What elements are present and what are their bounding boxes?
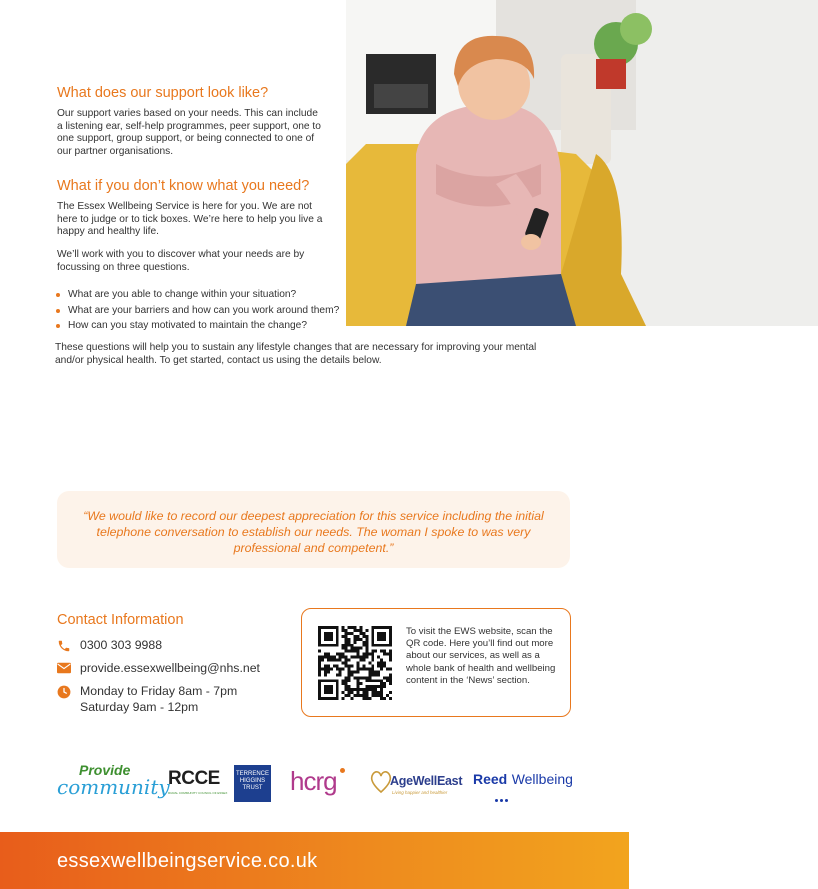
contact-email[interactable]: provide.essexwellbeing@nhs.net [80, 661, 260, 675]
unknown-body-1: The Essex Wellbeing Service is here for you. We are not here to judge or to tick boxes. We’re here to help you live a happy and healthy life. [57, 201, 323, 238]
questions-list [55, 287, 339, 334]
phone-icon [57, 639, 71, 653]
woman-on-phone-illustration [346, 0, 818, 326]
contact-hours-weekday: Monday to Friday 8am - 7pm [80, 684, 238, 698]
list-item: What are your barriers and how can you work around them? [55, 303, 339, 319]
reed-dots-icon [495, 789, 508, 807]
rcce-logo: RCCE RURAL COMMUNITY COUNCIL OF ESSEX [168, 768, 228, 795]
bullet-icon [56, 293, 60, 297]
reed-wellbeing-logo: Reed Wellbeing [473, 771, 573, 801]
contact-heading: Contact Information [57, 612, 184, 628]
list-item: What are you able to change within your situation? [55, 287, 339, 303]
agewell-east-logo: AgeWellEast Living happier and healthier [370, 766, 460, 802]
hero-photo [346, 0, 818, 326]
qr-info-box [301, 608, 571, 717]
heart-figure-icon [370, 768, 392, 794]
footer-banner [0, 832, 629, 889]
website-link[interactable]: essexwellbeingservice.co.uk [57, 850, 318, 872]
terrence-higgins-trust-logo: TERRENCE HIGGINS TRUST [234, 765, 271, 802]
support-heading: What does our support look like? [57, 85, 269, 101]
hcrg-logo: hcrg [290, 766, 350, 800]
unknown-heading: What if you don’t know what you need? [57, 178, 310, 194]
closing-paragraph: These questions will help you to sustain any lifestyle changes that are necessary for improving your mental and/or physical health. To get started, contact us using the details below. [55, 342, 537, 366]
bullet-icon [56, 309, 60, 313]
qr-description: To visit the EWS website, scan the QR code. Here you’ll find out more about our services, as well as a whole bank of health and wellbeing content in the ‘News’ section. [406, 626, 556, 686]
qr-code[interactable] [318, 626, 392, 700]
clock-icon [57, 685, 71, 699]
email-icon [57, 662, 71, 674]
contact-hours-saturday: Saturday 9am - 12pm [80, 700, 199, 714]
contact-phone[interactable]: 0300 303 9988 [80, 638, 163, 652]
list-item: How can you stay motivated to maintain the change? [55, 318, 339, 334]
provide-community-logo: Provide community [57, 762, 170, 799]
unknown-body-2: We’ll work with you to discover what your needs are by focussing on three questions. [57, 249, 305, 273]
testimonial-quote: “We would like to record our deepest appreciation for this service including the initial telephone conversation to establish our needs. The woman I spoke to was very professional and competent.” [57, 491, 570, 568]
partner-logos [0, 760, 629, 806]
bullet-icon [56, 324, 60, 328]
hcrg-dot-icon [340, 768, 345, 773]
support-body: Our support varies based on your needs. This can include a listening ear, self-help programmes, peer support, one to one support, group support, or being connected to one of our partner organisations. [57, 108, 321, 157]
